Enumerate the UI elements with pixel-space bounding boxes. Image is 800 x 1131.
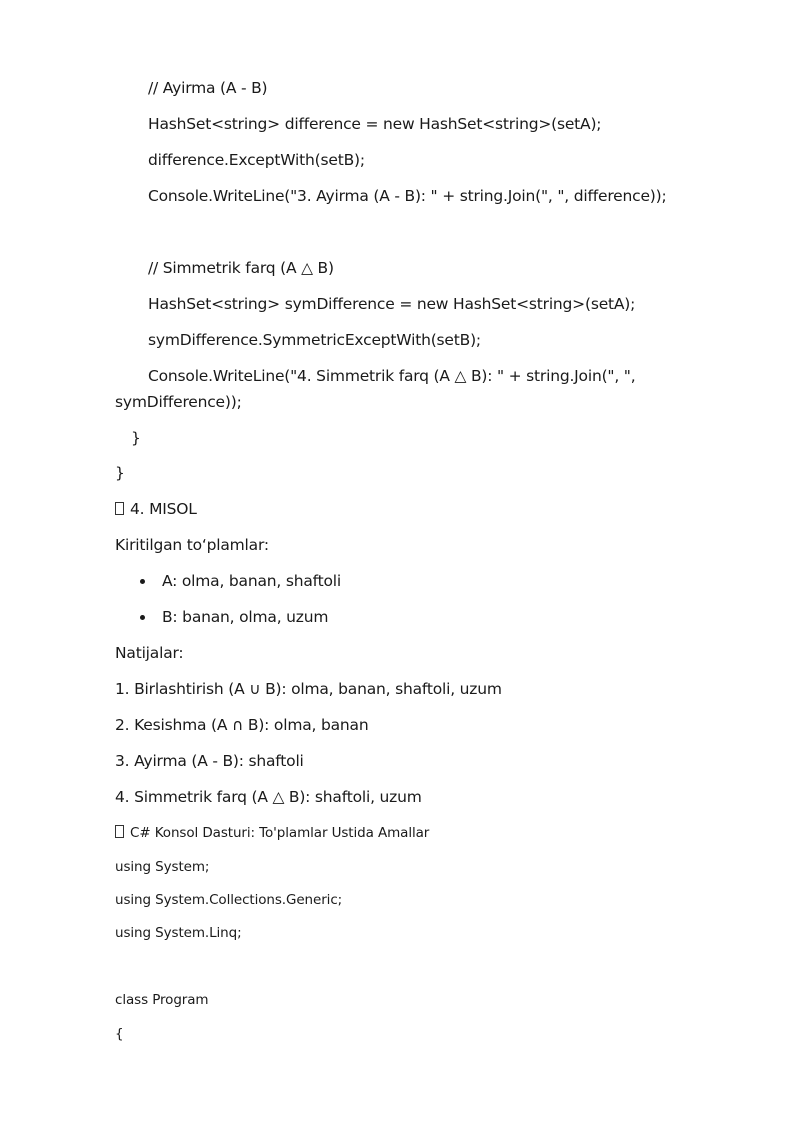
code-comment-symmetric: // Simmetrik farq (A △ B) xyxy=(148,259,334,277)
code-line-symdiff-decl: HashSet<string> symDifference = new HashSet<string>(setA); xyxy=(148,295,636,313)
code-line-difference-decl: HashSet<string> difference = new HashSet<string>(setA); xyxy=(148,115,602,133)
input-set-a: A: olma, banan, shaftoli xyxy=(162,572,342,590)
result-intersection: 2. Kesishma (A ∩ B): olma, banan xyxy=(115,716,369,734)
code-line-print-symdiff-cont: symDifference)); xyxy=(115,393,242,411)
input-set-b: B: banan, olma, uzum xyxy=(162,608,329,626)
result-difference: 3. Ayirma (A - B): shaftoli xyxy=(115,752,304,770)
code-line-print-difference: Console.WriteLine("3. Ayirma (A - B): " + string.Join(", ", difference)); xyxy=(148,187,667,205)
result-union: 1. Birlashtirish (A ∪ B): olma, banan, shaftoli, uzum xyxy=(115,680,502,698)
code-line-symmetric-except: symDifference.SymmetricExceptWith(setB); xyxy=(148,331,481,349)
bullet-icon xyxy=(140,579,145,584)
missing-glyph-icon xyxy=(115,825,124,838)
code-comment-difference: // Ayirma (A - B) xyxy=(148,79,268,97)
code-line-except-with: difference.ExceptWith(setB); xyxy=(148,151,365,169)
code-using-system: using System; xyxy=(115,859,210,875)
code-open-brace: { xyxy=(115,1026,124,1042)
result-symmetric-difference: 4. Simmetrik farq (A △ B): shaftoli, uzum xyxy=(115,788,422,806)
code-close-brace-class: } xyxy=(115,464,125,482)
inputs-label: Kiritilgan to‘plamlar: xyxy=(115,536,269,554)
code-close-brace-method: } xyxy=(131,429,141,447)
bullet-icon xyxy=(140,615,145,620)
results-label: Natijalar: xyxy=(115,644,184,662)
missing-glyph-icon xyxy=(115,502,124,515)
code-class-program: class Program xyxy=(115,992,209,1008)
example-heading xyxy=(115,499,197,519)
program-title-text: C# Konsol Dasturi: To'plamlar Ustida Amallar xyxy=(130,825,430,841)
code-line-print-symdiff: Console.WriteLine("4. Simmetrik farq (A △ B): " + string.Join(", ", xyxy=(148,367,636,385)
code-using-linq: using System.Linq; xyxy=(115,925,242,941)
code-using-collections: using System.Collections.Generic; xyxy=(115,892,343,908)
program-title xyxy=(115,823,429,843)
example-heading-text: 4. MISOL xyxy=(130,500,197,518)
